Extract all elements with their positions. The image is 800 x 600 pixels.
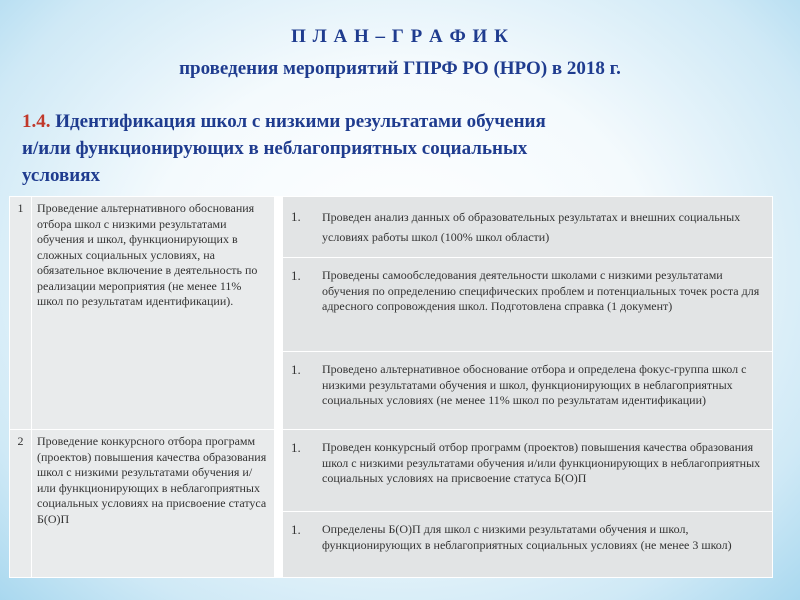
column-gap: [275, 430, 283, 578]
section-title-line2: и/или функционирующих в неблагоприятных социальных: [22, 138, 528, 159]
result-text: Определены Б(О)П для школ с низкими результатами обучения и школ, функционирующих в неблагоприятных социальных условиях (не менее 3 школ): [322, 522, 732, 552]
result-text: Проведен анализ данных об образовательных результатах и внешних социальных условиях работы школ (100% школ области): [322, 210, 741, 244]
result-cell: [283, 352, 773, 430]
result-cell: [283, 258, 773, 352]
result-cell: [283, 197, 773, 258]
table-row: [10, 197, 773, 258]
section-number: 1.4.: [22, 111, 51, 132]
result-marker: 1.: [291, 268, 301, 283]
section-heading: [22, 108, 782, 189]
result-marker: 1.: [291, 522, 301, 537]
section-title-line3: условиях: [22, 165, 101, 186]
plan-subtitle: проведения мероприятий ГПРФ РО (НРО) в 2018 г.: [179, 58, 621, 79]
result-text: Проведен конкурсный отбор программ (проектов) повышения качества образования школ с низкими результатами обучения и/или функционирующих в неблагоприятных социальных условиях на присвоение статуса Б(О)П: [322, 440, 761, 485]
result-text: Проведено альтернативное обоснование отбора и определена фокус-группа школ с низкими результатами обучения и школ, функционирующих в неблагоприятных социальных условиях (не менее 11% школ по результатам идентификации): [322, 362, 747, 407]
plan-title: П Л А Н – Г Р А Ф И К: [291, 26, 509, 47]
row-number: 1: [10, 197, 32, 430]
column-gap: [275, 197, 283, 430]
section-title-line1: Идентификация школ с низкими результатами обучения: [55, 111, 546, 132]
task-cell: Проведение альтернативного обоснования отбора школ с низкими результатами обучения и школ, функционирующих в сложных социальных условиях, на обязательное включение в деятельность по реализации мероприятия (не менее 11% школ по результатам идентификации).: [32, 197, 275, 430]
row-number: 2: [10, 430, 32, 578]
result-marker: 1.: [291, 209, 301, 224]
table-row: [10, 430, 773, 512]
result-marker: 1.: [291, 362, 301, 377]
result-marker: 1.: [291, 440, 301, 455]
result-text: Проведены самообследования деятельности школами с низкими результатами обучения по определению специфических проблем и потенциальных точек роста для адресного сопровождения школ. Подготовлена справка (1 документ): [322, 268, 760, 313]
task-cell: Проведение конкурсного отбора программ (проектов) повышения качества образования школ с низкими результатами обучения и/или функционирующих в неблагоприятных социальных условиях на присвоение статуса Б(О)П: [32, 430, 275, 578]
plan-table: [9, 196, 773, 578]
result-cell: [283, 512, 773, 578]
result-cell: [283, 430, 773, 512]
